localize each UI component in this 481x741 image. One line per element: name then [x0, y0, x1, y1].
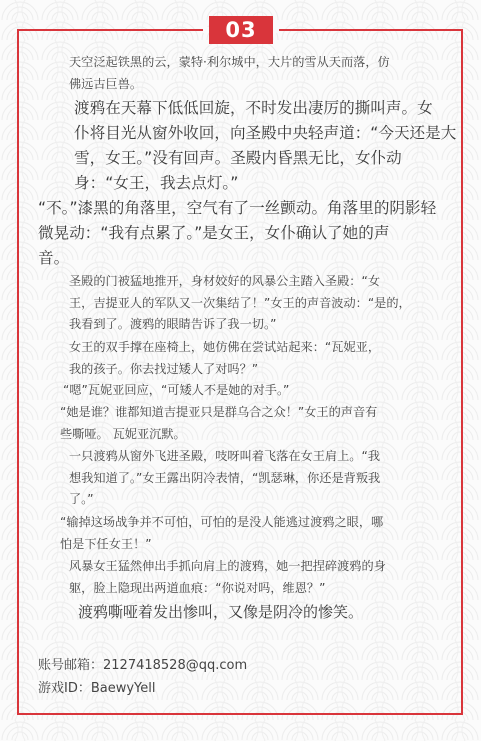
- text-line: 怕是下任女王！”: [60, 536, 152, 551]
- paragraph-5: [38, 337, 442, 380]
- paragraph-1: [38, 52, 442, 95]
- text-line: 渡鸦嘶哑着发出惨叫，又像是阴冷的惨笑。: [78, 603, 364, 621]
- game-id: 游戏ID：BaewyYell: [38, 681, 156, 696]
- text-line: 我的孩子。你去找过矮人了对吗？”: [69, 361, 259, 376]
- paragraph-11: [78, 600, 481, 625]
- text-line: “不。”漆黑的角落里，空气有了一丝颤动。角落里的阴影轻: [38, 199, 437, 217]
- account-email: 账号邮箱：2127418528@qq.com: [38, 658, 248, 673]
- text-line: “嗯”瓦妮亚回应，“可矮人不是她的对手。”: [63, 383, 290, 397]
- text-line: 一只渡鸦从窗外飞进圣殿，吱呀叫着飞落在女王肩上。“我: [69, 449, 381, 463]
- paragraph-10: [38, 556, 442, 599]
- text-line: 王，吉提亚人的军队又一次集结了！”女王的声音波动：“是的，: [69, 295, 411, 310]
- text-line: 微晃动：“我有点累了。”是女王，女仆确认了她的声: [38, 224, 390, 242]
- text-line: 身：“女王，我去点灯。”: [74, 174, 239, 192]
- chapter-number-badge: 03: [209, 16, 273, 44]
- text-line: “输掉这场战争并不可怕，可怕的是没人能逃过渡鸦之眼，哪: [60, 515, 384, 529]
- paragraph-6: [38, 380, 442, 402]
- text-line: “她是谁？谁都知道吉提亚只是群乌合之众！”女王的声音有: [60, 405, 378, 419]
- text-line: 仆将目光从窗外收回，向圣殿中央轻声道：“今天还是大: [74, 124, 457, 142]
- text-line: 女王的双手撑在座椅上，她仿佛在尝试站起来：“瓦妮亚，: [69, 340, 381, 354]
- paragraph-9: [38, 512, 442, 555]
- paragraph-8: [38, 446, 442, 511]
- text-line: 想我知道了。”女王露出阴冷表情，“凯瑟琳，你还是背叛我: [69, 470, 381, 485]
- paragraph-4: [38, 271, 442, 336]
- text-line: 圣殿的门被猛地推开，身材姣好的风暴公主踏入圣殿：“女: [69, 274, 381, 288]
- text-line: 风暴女王猛然伸出手抓向肩上的渡鸦，她一把捏碎渡鸦的身: [69, 559, 386, 573]
- text-line: 躯，脸上隐现出两道血痕：“你说对吗，维恩？”: [69, 580, 326, 595]
- text-line: 些嘶哑。 瓦妮亚沉默。: [60, 426, 186, 441]
- text-line: 渡鸦在天幕下低低回旋，不时发出凄厉的撕叫声。女: [74, 99, 433, 117]
- text-line: 音。: [38, 249, 70, 267]
- paragraph-2: [38, 96, 457, 196]
- text-line: 天空泛起铁黑的云，蒙特·利尔城中，大片的雪从天而落，仿: [69, 55, 390, 69]
- paragraph-7: [38, 402, 442, 445]
- text-line: 佛远古巨兽。: [69, 76, 143, 91]
- paragraph-3: [38, 196, 442, 271]
- text-line: 雪，女王。”没有回声。圣殿内昏黑无比，女仆动: [74, 149, 402, 167]
- text-line: 我看到了。渡鸦的眼睛告诉了我一切。”: [69, 317, 277, 331]
- text-line: 了。”: [69, 492, 94, 506]
